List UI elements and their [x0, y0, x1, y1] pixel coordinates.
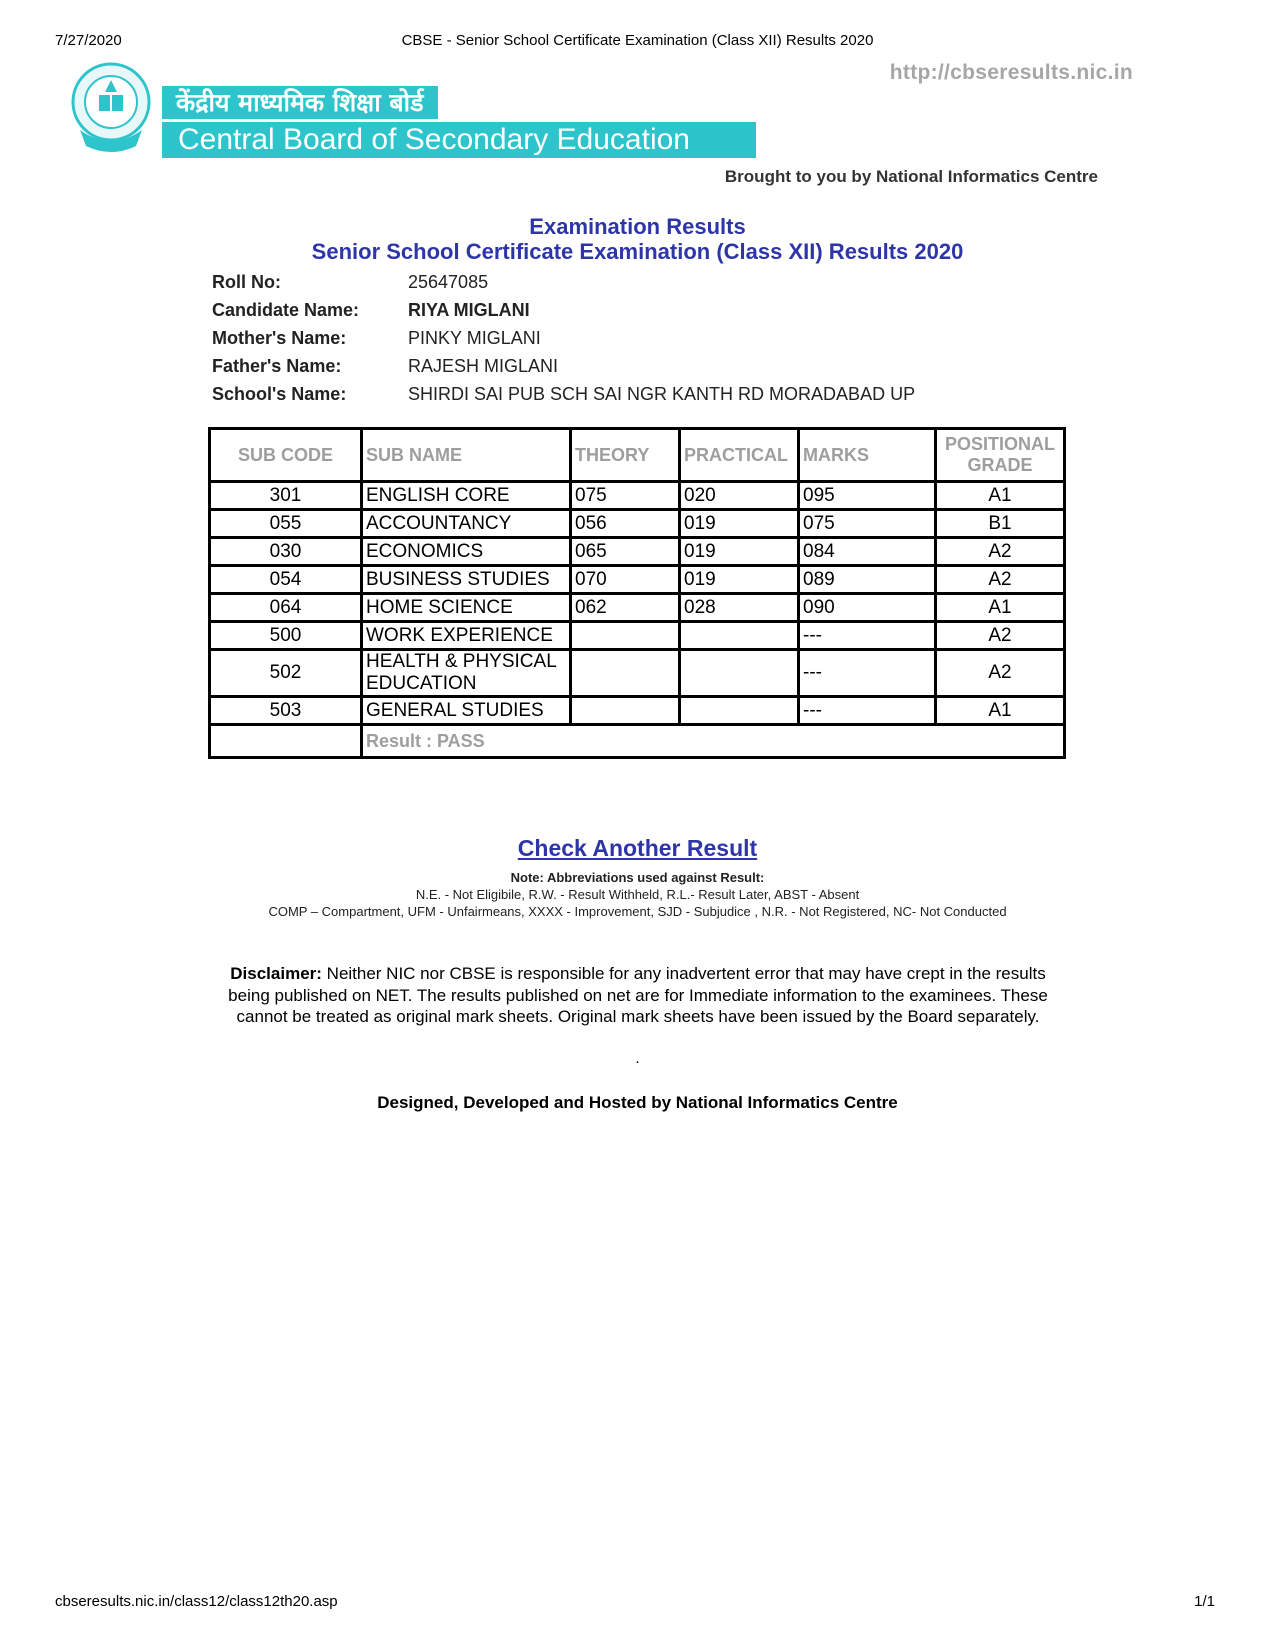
disclaimer-text: Neither NIC nor CBSE is responsible for any inadvertent error that may have crept in the results being published on NET. The results published on net are for Immediate information to the examinees. These cannot be treated as original mark sheets. Original mark sheets have been issued by the Board separately.	[228, 964, 1048, 1026]
cell-grade: A1	[936, 697, 1065, 725]
cell-sub-name: GENERAL STUDIES	[362, 697, 571, 725]
cell-sub-name: ENGLISH CORE	[362, 482, 571, 510]
disclaimer-label: Disclaimer:	[230, 964, 322, 983]
exam-title: Examination Results	[529, 214, 746, 239]
banner-english-title: Central Board of Secondary Education	[162, 122, 756, 158]
cell-theory: 065	[571, 538, 680, 566]
cell-practical: 019	[680, 510, 799, 538]
cell-theory: 062	[571, 594, 680, 622]
cell-marks: ---	[799, 650, 936, 697]
result-row-spacer	[210, 725, 362, 758]
cell-sub-code: 502	[210, 650, 362, 697]
cell-practical	[680, 622, 799, 650]
cell-practical: 028	[680, 594, 799, 622]
cell-grade: A1	[936, 594, 1065, 622]
cell-sub-name: BUSINESS STUDIES	[362, 566, 571, 594]
table-row	[210, 566, 1065, 594]
marks-table-body	[210, 482, 1065, 725]
cell-sub-name: ACCOUNTANCY	[362, 510, 571, 538]
cell-sub-name: ECONOMICS	[362, 538, 571, 566]
print-page-number: 1/1	[1194, 1593, 1215, 1610]
cell-marks: 084	[799, 538, 936, 566]
header-marks: MARKS	[799, 429, 936, 482]
cell-practical	[680, 650, 799, 697]
roll-label: Roll No:	[212, 272, 281, 292]
school-name-value: SHIRDI SAI PUB SCH SAI NGR KANTH RD MORADABAD UP	[408, 384, 916, 404]
designed-by: Designed, Developed and Hosted by National Informatics Centre	[377, 1093, 898, 1112]
cell-marks: 075	[799, 510, 936, 538]
exam-subtitle: Senior School Certificate Examination (Class XII) Results 2020	[311, 239, 964, 264]
site-url: http://cbseresults.nic.in	[889, 61, 1133, 84]
cell-theory	[571, 622, 680, 650]
banner-hindi-title: केंद्रीय माध्यमिक शिक्षा बोर्ड	[162, 86, 438, 119]
cell-grade: A1	[936, 482, 1065, 510]
father-name-label: Father's Name:	[212, 356, 342, 376]
cell-grade: B1	[936, 510, 1065, 538]
header-sub-code: SUB CODE	[210, 429, 362, 482]
cell-practical: 019	[680, 538, 799, 566]
cell-grade: A2	[936, 566, 1065, 594]
cell-sub-code: 054	[210, 566, 362, 594]
result-row	[210, 725, 1065, 758]
table-row	[210, 538, 1065, 566]
print-page-title: CBSE - Senior School Certificate Examination (Class XII) Results 2020	[401, 32, 874, 49]
print-date: 7/27/2020	[55, 32, 122, 49]
table-row	[210, 510, 1065, 538]
school-name-label: School's Name:	[212, 384, 347, 404]
candidate-name-value: RIYA MIGLANI	[408, 300, 530, 320]
cell-theory: 070	[571, 566, 680, 594]
cell-practical: 019	[680, 566, 799, 594]
table-row	[210, 650, 1065, 697]
table-row	[210, 594, 1065, 622]
result-status: Result : PASS	[362, 725, 1065, 758]
mother-name-label: Mother's Name:	[212, 328, 347, 348]
footer-dot: .	[635, 1050, 640, 1067]
table-row	[210, 482, 1065, 510]
cell-marks: 095	[799, 482, 936, 510]
header-sub-name: SUB NAME	[362, 429, 571, 482]
cell-grade: A2	[936, 538, 1065, 566]
cell-sub-code: 500	[210, 622, 362, 650]
check-another-result-link[interactable]: Check Another Result	[517, 835, 758, 861]
candidate-name-label: Candidate Name:	[212, 300, 360, 320]
marks-table	[208, 427, 1066, 759]
header-positional-grade: POSITIONAL GRADE	[936, 429, 1065, 482]
cbse-seal-logo-icon	[70, 62, 152, 154]
cell-sub-code: 030	[210, 538, 362, 566]
cell-sub-name: WORK EXPERIENCE	[362, 622, 571, 650]
print-footer-url: cbseresults.nic.in/class12/class12th20.asp	[55, 1593, 338, 1610]
cell-sub-name: HOME SCIENCE	[362, 594, 571, 622]
check-another-result	[0, 835, 1275, 862]
brought-by-text: Brought to you by National Informatics Centre	[724, 167, 1098, 186]
table-row	[210, 622, 1065, 650]
cell-marks: ---	[799, 622, 936, 650]
cell-theory	[571, 697, 680, 725]
cell-theory	[571, 650, 680, 697]
note-line-2: COMP – Compartment, UFM - Unfairmeans, XXXX - Improvement, SJD - Subjudice , N.R. - Not Registered, NC- Not Conducted	[268, 904, 1007, 919]
cell-practical: 020	[680, 482, 799, 510]
cell-sub-code: 503	[210, 697, 362, 725]
note-line-1: N.E. - Not Eligibile, R.W. - Result Withheld, R.L.- Result Later, ABST - Absent	[415, 887, 860, 902]
cell-grade: A2	[936, 650, 1065, 697]
father-name-value: RAJESH MIGLANI	[408, 356, 559, 376]
mother-name-value: PINKY MIGLANI	[408, 328, 541, 348]
cell-sub-name: HEALTH & PHYSICAL EDUCATION	[362, 650, 571, 697]
header-theory: THEORY	[571, 429, 680, 482]
note-title: Note: Abbreviations used against Result:	[510, 870, 765, 885]
header-practical: PRACTICAL	[680, 429, 799, 482]
cell-grade: A2	[936, 622, 1065, 650]
cell-marks: 089	[799, 566, 936, 594]
disclaimer	[212, 963, 1064, 1028]
roll-value: 25647085	[408, 272, 489, 292]
cell-sub-code: 064	[210, 594, 362, 622]
cell-practical	[680, 697, 799, 725]
cell-marks: 090	[799, 594, 936, 622]
marks-table-header-row	[210, 429, 1065, 482]
table-row	[210, 697, 1065, 725]
cell-theory: 056	[571, 510, 680, 538]
cell-sub-code: 055	[210, 510, 362, 538]
cell-marks: ---	[799, 697, 936, 725]
cell-sub-code: 301	[210, 482, 362, 510]
cell-theory: 075	[571, 482, 680, 510]
